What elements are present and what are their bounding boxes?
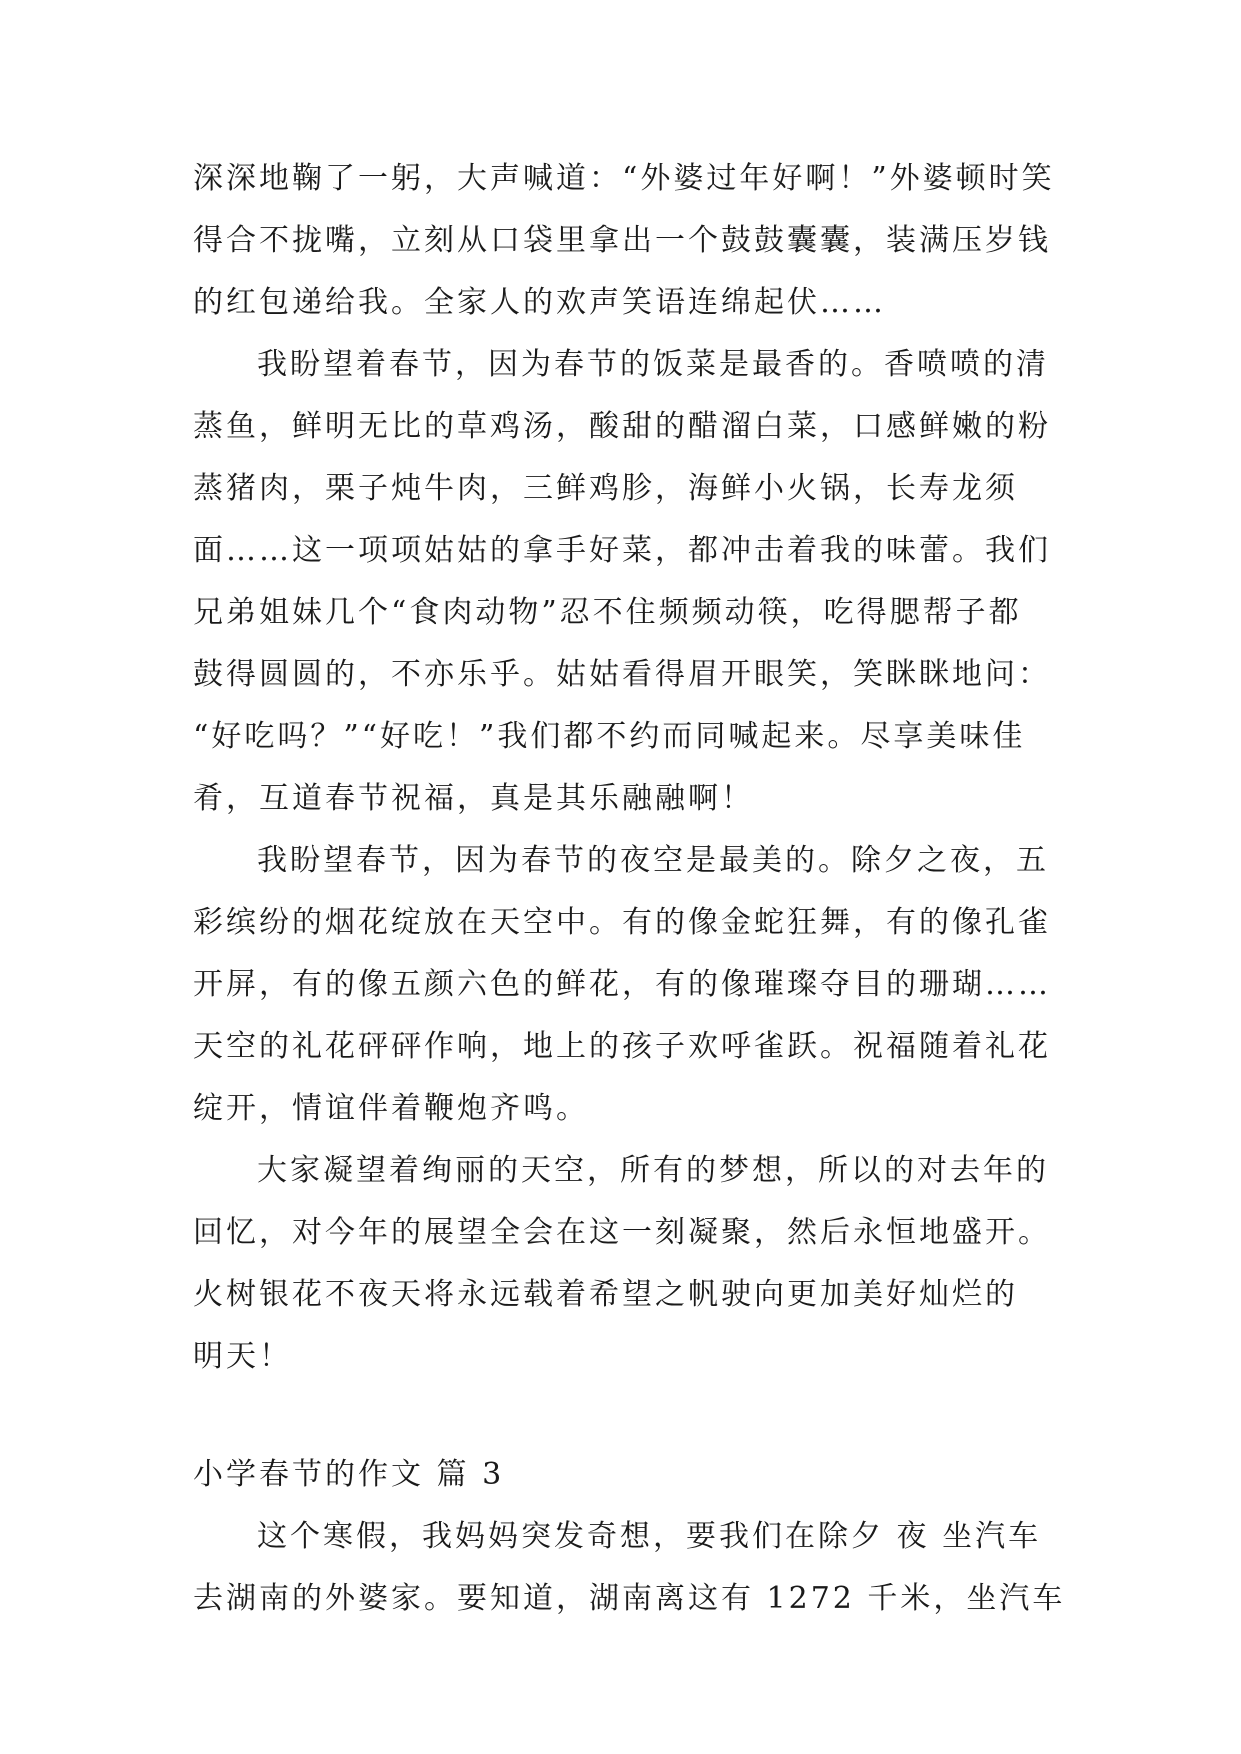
text-line: 去湖南的外婆家。要知道，湖南离这有 1272 千米，坐汽车	[193, 1581, 1066, 1616]
text-line: 蒸鱼，鲜明无比的草鸡汤，酸甜的醋溜白菜，口感鲜嫩的粉	[193, 409, 1051, 444]
text-line: 面……这一项项姑姑的拿手好菜，都冲击着我的味蕾。我们	[193, 533, 1051, 568]
text-line: 开屏，有的像五颜六色的鲜花，有的像璀璨夺目的珊瑚……	[193, 967, 1051, 1002]
text-line: 火树银花不夜天将永远载着希望之帆驶向更加美好灿烂的	[193, 1277, 1018, 1312]
text-line: 的红包递给我。全家人的欢声笑语连绵起伏……	[193, 285, 886, 320]
text-line: 深深地鞠了一躬，大声喊道：“外婆过年好啊！”外婆顿时笑	[193, 161, 1055, 196]
text-line: 天空的礼花砰砰作响，地上的孩子欢呼雀跃。祝福随着礼花	[193, 1029, 1051, 1064]
text-line: 肴，互道春节祝福，真是其乐融融啊！	[193, 781, 754, 816]
text-line: 这个寒假，我妈妈突发奇想，要我们在除夕 夜 坐汽车	[257, 1519, 1042, 1554]
paragraph-5	[193, 1506, 1073, 1630]
text-line: 我盼望着春节，因为春节的饭菜是最香的。香喷喷的清	[257, 347, 1049, 382]
section-heading: 小学春节的作文 篇 3	[193, 1457, 505, 1492]
paragraph-3	[193, 830, 1073, 1140]
text-line: “好吃吗？”“好吃！”我们都不约而同喊起来。尽享美味佳	[193, 719, 1026, 754]
text-line: 我盼望春节，因为春节的夜空是最美的。除夕之夜，五	[257, 843, 1049, 878]
text-line: 大家凝望着绚丽的天空，所有的梦想，所以的对去年的	[257, 1153, 1049, 1188]
paragraph-4	[193, 1140, 1073, 1388]
text-line: 绽开，情谊伴着鞭炮齐鸣。	[193, 1091, 589, 1126]
text-line: 兄弟姐妹几个“食肉动物”忍不住频频动筷，吃得腮帮子都	[193, 595, 1022, 630]
text-line: 彩缤纷的烟花绽放在天空中。有的像金蛇狂舞，有的像孔雀	[193, 905, 1051, 940]
document-page	[193, 148, 1073, 1630]
paragraph-1	[193, 148, 1073, 334]
text-line: 明天！	[193, 1339, 292, 1374]
text-line: 得合不拢嘴，立刻从口袋里拿出一个鼓鼓囊囊，装满压岁钱	[193, 223, 1051, 258]
text-line: 蒸猪肉，栗子炖牛肉，三鲜鸡胗，海鲜小火锅，长寿龙须	[193, 471, 1018, 506]
paragraph-2	[193, 334, 1073, 830]
text-line: 回忆，对今年的展望全会在这一刻凝聚，然后永恒地盛开。	[193, 1215, 1051, 1250]
text-line: 鼓得圆圆的，不亦乐乎。姑姑看得眉开眼笑，笑眯眯地问：	[193, 657, 1051, 692]
